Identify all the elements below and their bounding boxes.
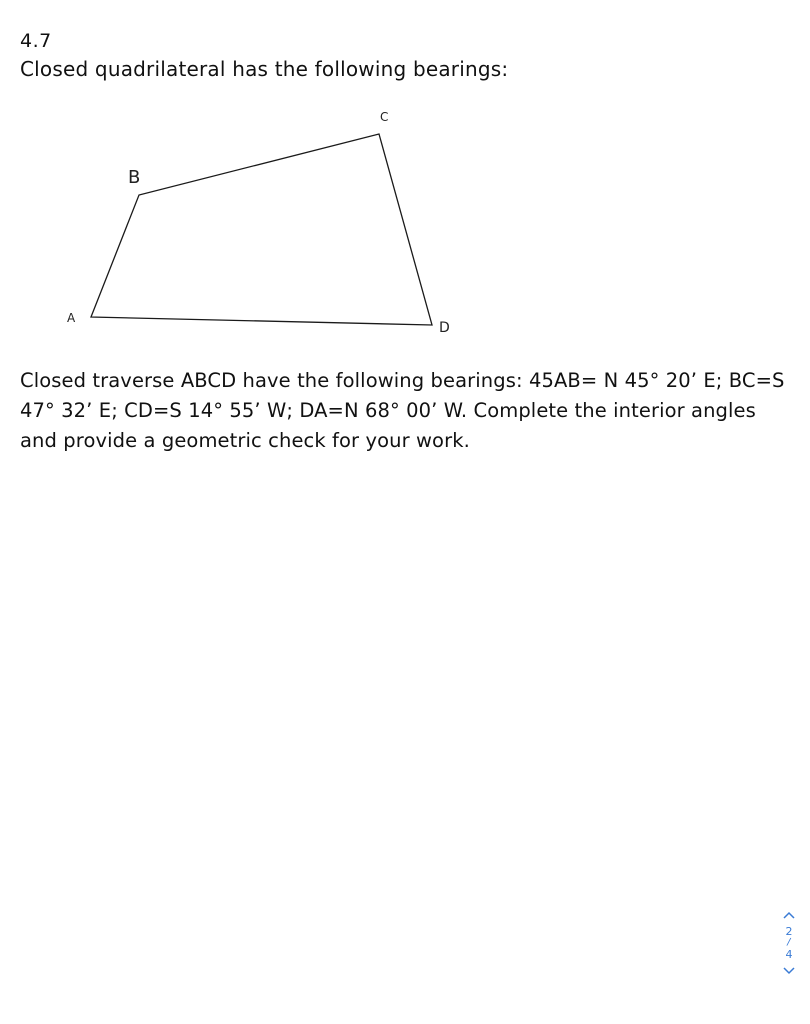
- vertex-label-d: D: [439, 320, 450, 336]
- vertex-label-b: B: [128, 167, 141, 188]
- current-page-number: 2: [785, 925, 793, 938]
- chevron-up-icon: [783, 911, 795, 919]
- chevron-down-icon: [783, 967, 795, 975]
- page-separator: /: [786, 936, 792, 949]
- total-pages: 4: [785, 948, 793, 961]
- page-navigator: [778, 905, 800, 1005]
- problem-heading: Closed quadrilateral has the following bearings:: [20, 57, 509, 81]
- vertex-label-c: C: [380, 110, 389, 124]
- quadrilateral-figure: [0, 95, 520, 340]
- next-page-button[interactable]: [778, 961, 800, 981]
- vertex-label-a: A: [67, 311, 76, 325]
- quadrilateral-outline: [91, 134, 432, 325]
- problem-statement: Closed traverse ABCD have the following bearings: 45AB= N 45° 20’ E; BC=S 47° 32’ E; CD=S 14° 55’ W; DA=N 68° 00’ W. Complete the interior angles and provide a geometric check for your work.: [20, 369, 785, 452]
- previous-page-button[interactable]: [778, 905, 800, 925]
- problem-number: 4.7: [20, 30, 52, 52]
